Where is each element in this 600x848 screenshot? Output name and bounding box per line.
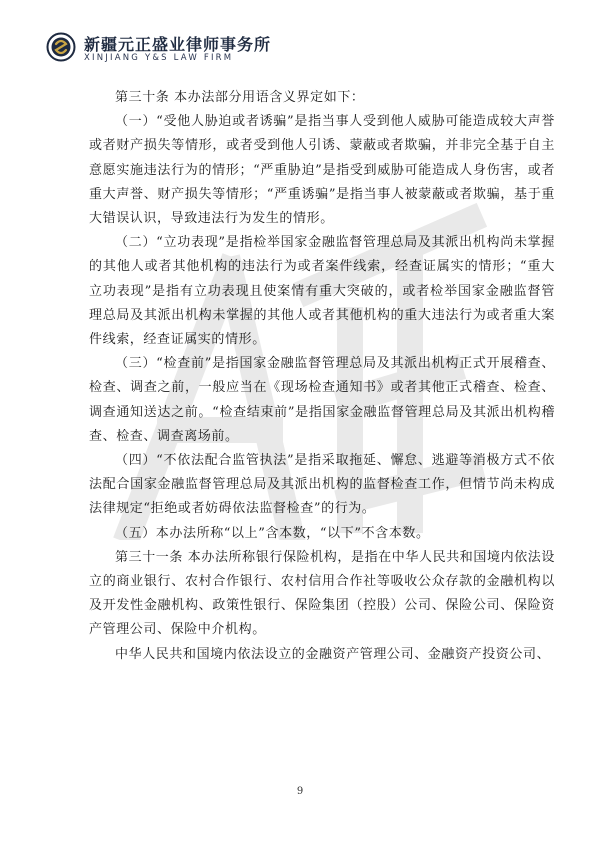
firm-logo-icon: [46, 32, 76, 62]
document-body: [89, 86, 555, 667]
clause-4-noncooperation: （四）“不依法配合监管执法”是指采取拖延、懈怠、逃避等消极方式不依法配合国家金融监督管理总局及其派出机构的监督检查工作，但情节尚未构成法律规定“拒绝或者妨碍依法监督检查”的行为。: [89, 453, 555, 517]
clause-3-before-inspection: （三）“检查前”是指国家金融监督管理总局及其派出机构正式开展稽查、检查、调查之前，一般应当在《现场检查通知书》或者其他正式稽查、检查、调查通知送达之前。“检查结束前”是指国家金融监督管理总局及其派出机构稽查、检查、调查离场前。: [89, 356, 555, 444]
clause-5-above-below: （五）本办法所称“以上”含本数，“以下”不含本数。: [115, 525, 430, 541]
clause-1-coercion: （一）“受他人胁迫或者诱骗”是指当事人受到他人威胁可能造成较大声誉或者财产损失等情形，或者受到他人引诱、蒙蔽或者欺骗，并非完全基于自主意愿实施违法行为的情形；“严重胁迫”是指受到威胁可能造成人身伤害，或者重大声誉、财产损失等情形；“严重诱骗”是指当事人被蒙蔽或者欺骗，基于重大错误认识，导致违法行为发生的情形。: [89, 114, 555, 227]
page-number: 9: [296, 786, 304, 797]
article-30-heading: 第三十条 本办法部分用语含义界定如下：: [115, 90, 365, 105]
firm-name-cn: 新疆元正盛业律师事务所: [84, 35, 272, 54]
article-31-continued: 中华人民共和国境内依法设立的金融资产管理公司、金融资产投资公司、: [115, 646, 551, 662]
clause-2-meritorious-service: （二）“立功表现”是指检举国家金融监督管理总局及其派出机构尚未掌握的其他人或者其他机构的违法行为或者案件线索，经查证属实的情形；“重大立功表现”是指有立功表现且使案情有重大突破的，或者检举国家金融监督管理总局及其派出机构未掌握的其他人或者其他机构的重大违法行为或者重大案件线索，经查证属实的情形。: [89, 235, 555, 348]
firm-name-en: XINJIANG Y&S LAW FIRM: [84, 53, 234, 63]
article-31: 第三十一条 本办法所称银行保险机构，是指在中华人民共和国境内依法设立的商业银行、农村合作银行、农村信用合作社等吸收公众存款的金融机构以及开发性金融机构、政策性银行、保险集团（控股）公司、保险公司、保险资产管理公司、保险中介机构。: [89, 549, 555, 638]
page-header: [46, 28, 566, 68]
